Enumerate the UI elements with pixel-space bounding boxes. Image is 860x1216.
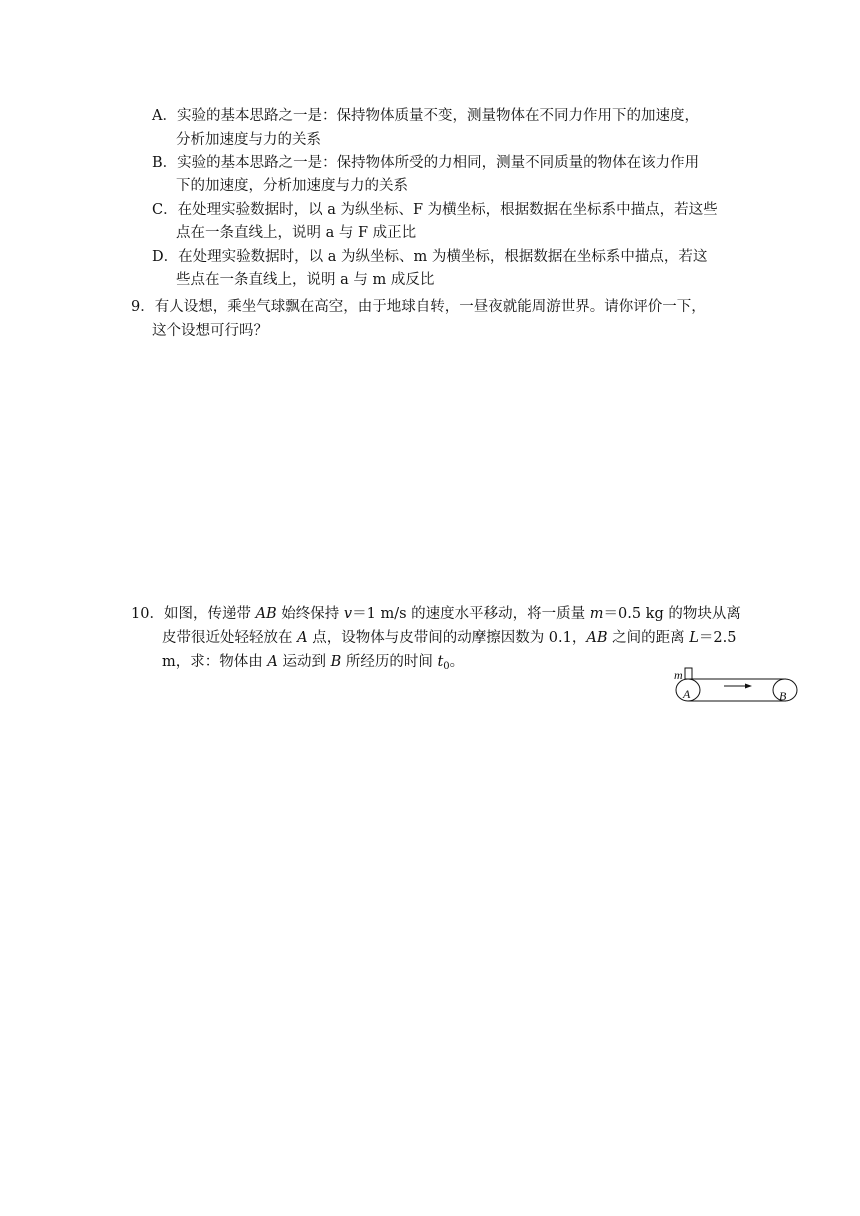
label-b: B — [779, 689, 787, 703]
label-m: m — [674, 668, 683, 682]
question-10-line1: 10．如图，传递带 AB 始终保持 v＝1 m/s 的速度水平移动，将一质量 m＝0.5 kg 的物块从离 — [131, 606, 741, 622]
option-a-line2: 分析加速度与力的关系 — [176, 132, 321, 148]
option-c-line1: C．在处理实验数据时，以 a 为纵坐标、F 为横坐标，根据数据在坐标系中描点，若这些 — [152, 202, 718, 218]
conveyor-belt-figure — [668, 664, 808, 714]
option-d-line2: 些点在一条直线上，说明 a 与 m 成反比 — [176, 272, 435, 288]
block-m — [685, 668, 692, 679]
label-a: A — [683, 687, 691, 701]
option-b-line1: B．实验的基本思路之一是：保持物体所受的力相同，测量不同质量的物体在该力作用 — [152, 155, 700, 171]
question-9-line2: 这个设想可行吗？ — [152, 323, 268, 339]
option-c-line2: 点在一条直线上，说明 a 与 F 成正比 — [176, 225, 417, 241]
question-10-line3: m，求：物体由 A 运动到 B 所经历的时间 $t_0$。 — [162, 654, 465, 672]
option-b-line2: 下的加速度，分析加速度与力的关系 — [176, 178, 408, 194]
velocity-arrow-head — [745, 684, 752, 689]
question-9-line1: 9．有人设想，乘坐气球飘在高空，由于地球自转，一昼夜就能周游世界。请你评价一下， — [131, 299, 706, 315]
question-10-line2: 皮带很近处轻轻放在 A 点，设物体与皮带间的动摩擦因数为 0.1，AB 之间的距离 L＝2.5 — [162, 630, 737, 646]
option-d-line1: D．在处理实验数据时，以 a 为纵坐标、m 为横坐标，根据数据在坐标系中描点，若这 — [152, 249, 708, 265]
option-a-line1: A．实验的基本思路之一是：保持物体质量不变，测量物体在不同力作用下的加速度， — [152, 108, 699, 124]
